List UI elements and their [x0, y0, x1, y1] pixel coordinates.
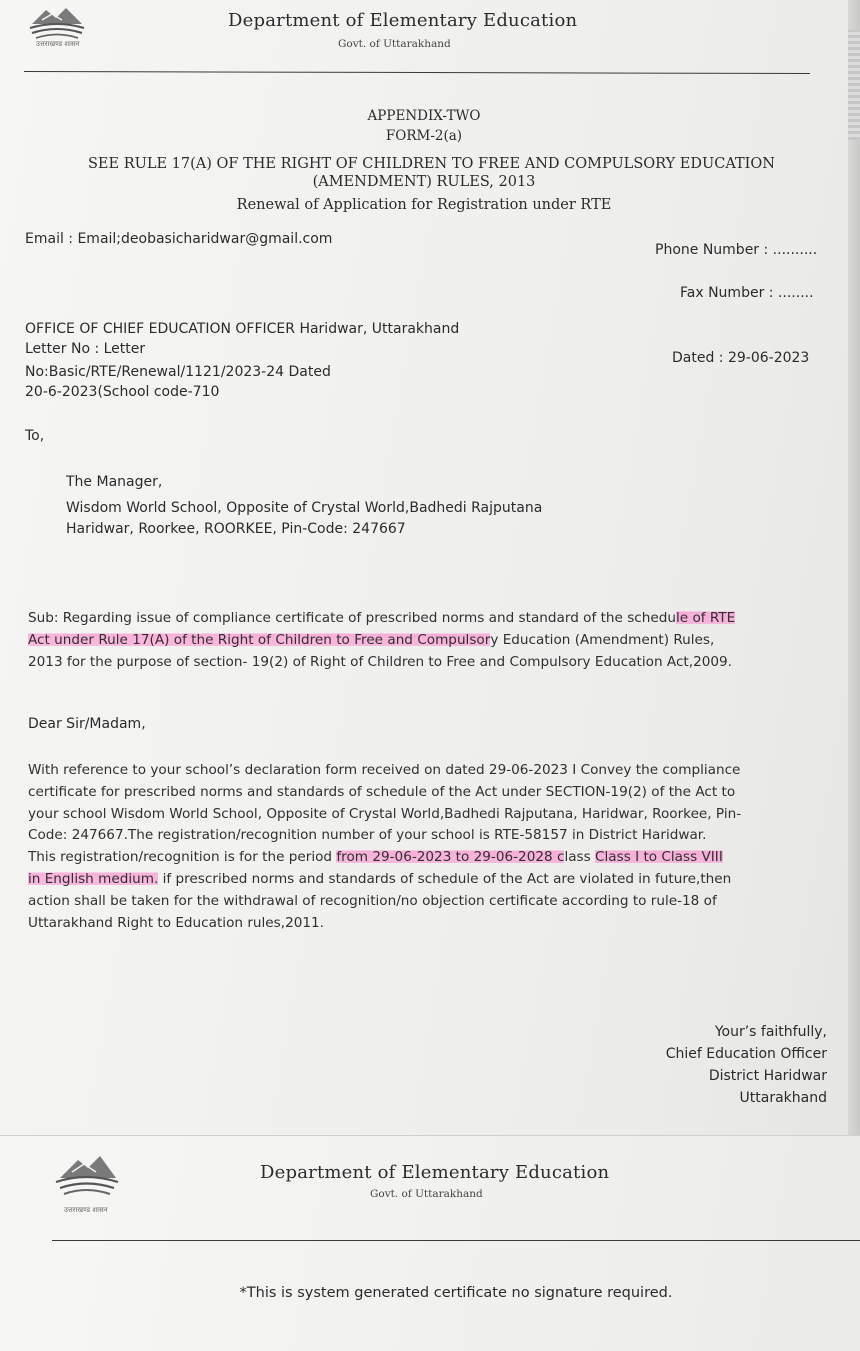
signoff-line1: Your’s faithfully, [714, 1024, 827, 1040]
body-text: if prescribed norms and standards of schedule of the Act are violated in future,then [158, 870, 732, 887]
appendix-title: APPENDIX-TWO [367, 108, 481, 124]
to-label: To, [25, 428, 45, 444]
form-subtitle: Renewal of Application for Registration under RTE [236, 197, 612, 213]
recipient-line2: Wisdom World School, Opposite of Crystal World,Badhedi Rajputana [66, 500, 543, 516]
subject-text: y Education (Amendment) Rules, [490, 632, 715, 648]
office-line4: 20-6-2023(School code-710 [25, 384, 220, 400]
phone-number: Phone Number : .......... [655, 242, 818, 258]
email-line: Email : Email;deobasicharidwar@gmail.com [25, 231, 333, 247]
subject-highlight: Act under Rule 17(A) of the Right of Children to Free and Compulsor [28, 632, 491, 648]
body-text: lass [564, 849, 596, 866]
body-line: action shall be taken for the withdrawal of recognition/no objection certificate according to rule-18 of [28, 892, 717, 909]
body-paragraph [28, 760, 818, 934]
footer-divider [52, 1240, 860, 1241]
recipient-line3: Haridwar, Roorkee, ROORKEE, Pin-Code: 247667 [66, 521, 406, 537]
rule-heading-line2: (AMENDMENT) RULES, 2013 [312, 174, 536, 190]
signoff-line4: Uttarakhand [739, 1090, 827, 1106]
rule-heading-line1: SEE RULE 17(A) OF THE RIGHT OF CHILDREN TO FREE AND COMPULSORY EDUCATION [88, 156, 775, 172]
background-strip [848, 30, 860, 140]
system-generated-note: *This is system generated certificate no signature required. [239, 1285, 673, 1301]
class-highlight: Class I to Class VIII [595, 849, 723, 866]
signoff-line2: Chief Education Officer [665, 1046, 827, 1062]
office-line3: No:Basic/RTE/Renewal/1121/2023-24 Dated [25, 364, 331, 380]
body-text: This registration/recognition is for the period [28, 849, 337, 866]
govt-subtitle: Govt. of Uttarakhand [338, 38, 451, 50]
emblem-caption: उत्तराखण्ड शासन [64, 1206, 108, 1214]
signoff-line3: District Haridwar [708, 1068, 827, 1084]
uttarakhand-govt-emblem-icon [46, 1150, 126, 1198]
subject-paragraph [28, 607, 818, 673]
dated: Dated : 29-06-2023 [672, 350, 810, 366]
form-number: FORM-2(a) [385, 128, 463, 144]
uttarakhand-govt-emblem-icon [22, 4, 92, 40]
body-line: certificate for prescribed norms and standards of schedule of the Act under SECTION-19(2) of the Act to [28, 783, 736, 800]
fax-number: Fax Number : ........ [680, 285, 814, 301]
body-line: With reference to your school’s declaration form received on dated 29-06-2023 I Convey the compliance [28, 762, 741, 778]
salutation: Dear Sir/Madam, [28, 716, 146, 732]
emblem-caption: उत्तराखण्ड शासन [36, 40, 80, 48]
body-line: your school Wisdom World School, Opposite of Crystal World,Badhedi Rajputana, Haridwar, Roorkee, Pin- [28, 805, 742, 822]
period-highlight: from 29-06-2023 to 29-06-2028 c [336, 849, 565, 866]
recipient-line1: The Manager, [66, 474, 163, 490]
subject-highlight: le of RTE [676, 610, 736, 626]
body-line: Uttarakhand Right to Education rules,2011. [28, 914, 324, 931]
office-line1: OFFICE OF CHIEF EDUCATION OFFICER Haridwar, Uttarakhand [25, 321, 460, 337]
body-line: Code: 247667.The registration/recognition number of your school is RTE-58157 in District Haridwar. [28, 827, 707, 844]
subject-text: Sub: Regarding issue of compliance certificate of prescribed norms and standard of the schedu [28, 610, 676, 626]
office-line2: Letter No : Letter [25, 341, 146, 357]
subject-text: 2013 for the purpose of section- 19(2) of Right of Children to Free and Compulsory Education Act,2009. [28, 654, 732, 670]
footer-govt: Govt. of Uttarakhand [370, 1188, 483, 1200]
department-title: Department of Elementary Education [228, 10, 578, 31]
medium-highlight: in English medium. [28, 870, 159, 887]
footer-department: Department of Elementary Education [260, 1162, 610, 1183]
